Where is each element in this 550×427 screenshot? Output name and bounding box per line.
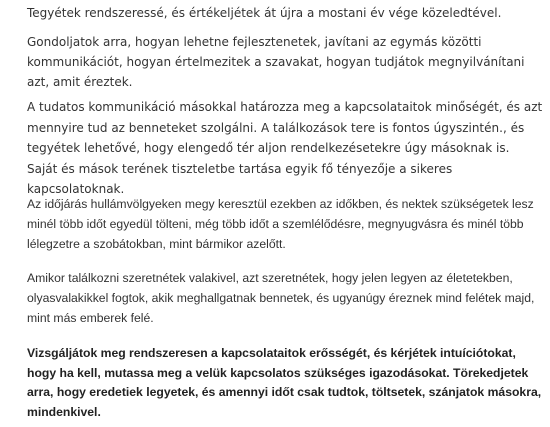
paragraph-6-bold: Vizsgáljátok meg rendszeresen a kapcsolataitok erősségét, és kérjétek intuíciótokat, hogy ha kell, mutassa meg a velük kapcsolatos szükséges igazodásokat. Törekedjetek arra, hogy eredetiek legyetek, és amennyi időt csak tudtok, töltsetek, szánjatok másokra, mindenkivel. [27, 346, 542, 419]
paragraph-5: Amikor találkozni szeretnétek valakivel, azt szeretnétek, hogy jelen legyen az életetekben, olyasvalakikkel fogtok, akik meghallgatnak bennetek, és ugyanúgy éreznek mind felétek majd, mint más emberek felé. [27, 271, 535, 325]
paragraph-1: Tegyétek rendszeressé, és értékeljétek át újra a mostani év vége közeledtével. [27, 6, 502, 20]
paragraph-3: A tudatos kommunikáció másokkal határozza meg a kapcsolataitok minőségét, és azt mennyire tud az benneteket szolgálni. A találkozások tere is fontos úgyszintén., és tegyétek lehetővé, hogy elengedő tér aljon rendelkezésetekre úgy másoknak is. Saját és mások terének tiszteletbe tartása egyik fő tényezője a sikeres kapcsolatoknak. [27, 100, 543, 196]
paragraph-4: Az időjárás hullámvölgyeken megy keresztül ezekben az időkben, és nektek szükségetek lesz minél több időt egyedül tölteni, még több időt a szemlélődésre, megnyugvásra és minél több lélegzetre a szobátokban, mint bármikor azelőtt. [27, 197, 534, 251]
paragraph-2: Gondoljatok arra, hogyan lehetne fejlesztenetek, javítani az egymás közötti kommunikációt, hogyan értelmezitek a szavakat, hogyan tudjátok megnyilvánítani azt, amit éreztek. [27, 35, 525, 89]
